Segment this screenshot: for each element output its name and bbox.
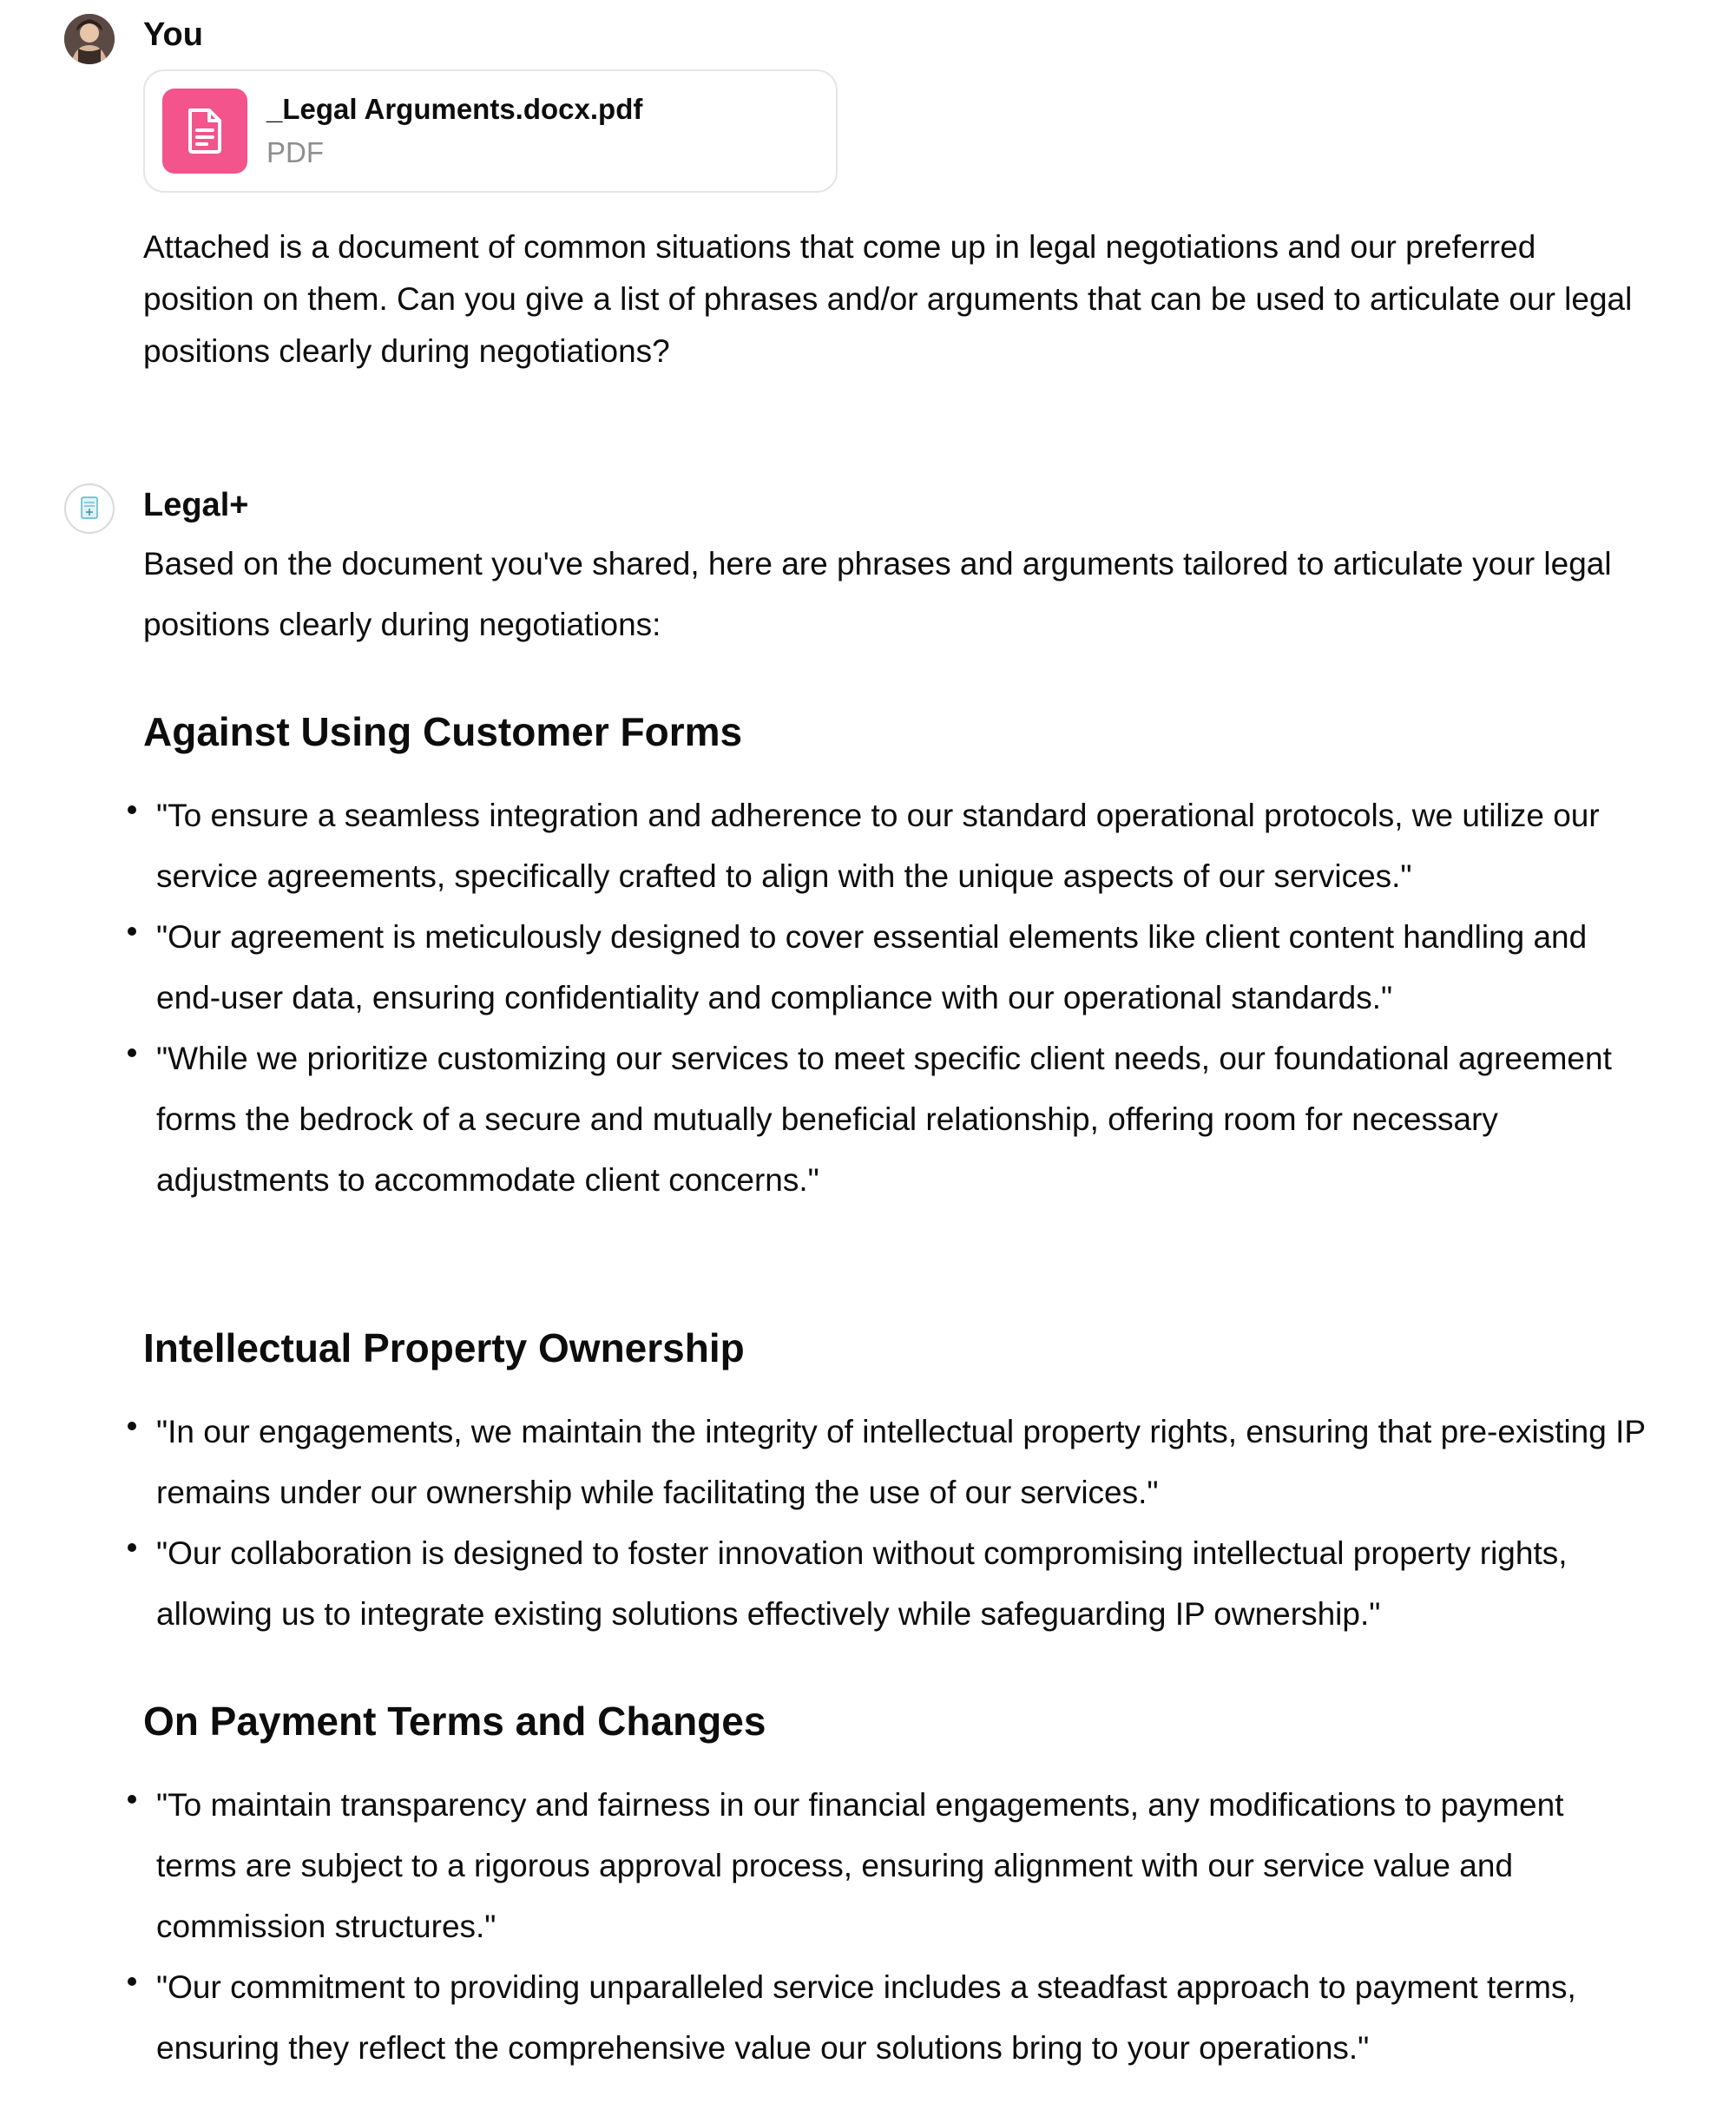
document-icon	[162, 89, 247, 174]
bullet-list-payment-terms	[0, 1775, 1736, 2079]
list-item	[0, 1402, 1649, 1523]
user-author-name: You	[143, 16, 203, 53]
bullet-dot	[128, 1048, 136, 1057]
list-item	[0, 907, 1649, 1028]
list-item	[0, 1523, 1649, 1645]
user-avatar	[64, 14, 115, 64]
bullet-text: "While we prioritize customizing our services to meet specific client needs, our foundational agreement forms the bedrock of a secure and mutually beneficial relationship, offering room for necessary adjustments to accommodate client concerns."	[156, 1041, 1612, 1198]
bullet-dot	[128, 805, 136, 814]
user-photo-icon	[64, 14, 115, 64]
bullet-text: "Our commitment to providing unparalleled service includes a steadfast approach to payment terms, ensuring they reflect the comprehensive value our solutions bring to your operations."	[156, 1969, 1576, 2066]
legal-plus-avatar	[64, 483, 115, 534]
bullet-dot	[128, 1543, 136, 1552]
section-title-customer-forms: Against Using Customer Forms	[143, 709, 743, 754]
bullet-text: "Our collaboration is designed to foster innovation without compromising intellectual property rights, allowing us to integrate existing solutions effectively while safeguarding IP ownership."	[156, 1535, 1568, 1632]
bot-author-name: Legal+	[143, 487, 249, 523]
bullet-list-ip-ownership	[0, 1402, 1736, 1645]
list-item	[0, 1957, 1649, 2079]
legal-document-icon	[66, 485, 113, 532]
list-item	[0, 1028, 1649, 1211]
bullet-dot	[128, 1977, 136, 1986]
list-item	[0, 1775, 1649, 1957]
list-item	[0, 785, 1649, 907]
section-title-ip-ownership: Intellectual Property Ownership	[143, 1325, 745, 1370]
bullet-dot	[128, 1795, 136, 1804]
user-message-text: Attached is a document of common situations that come up in legal negotiations and our preferred position on them. Can you give a list of phrases and/or arguments that can be used to articulate our legal positions clearly during negotiations?	[143, 229, 1633, 369]
bot-intro-text: Based on the document you've shared, here are phrases and arguments tailored to articulate your legal positions clearly during negotiations:	[143, 546, 1612, 642]
bullet-dot	[128, 1422, 136, 1430]
attachment-file-name: _Legal Arguments.docx.pdf	[266, 93, 643, 125]
bullet-text: "Our agreement is meticulously designed to cover essential elements like client content handling and end-user data, ensuring confidentiality and compliance with our operational standards."	[156, 919, 1588, 1015]
attachment-card[interactable]	[143, 69, 838, 193]
bullet-list-customer-forms	[0, 785, 1736, 1211]
section-title-payment-terms: On Payment Terms and Changes	[143, 1699, 766, 1744]
bullet-text: "To maintain transparency and fairness in our financial engagements, any modifications to payment terms are subject to a rigorous approval process, ensuring alignment with our service value and commission structures."	[156, 1787, 1564, 1944]
bullet-text: "To ensure a seamless integration and adherence to our standard operational protocols, we utilize our service agreements, specifically crafted to align with the unique aspects of our services."	[156, 798, 1600, 894]
bullet-text: "In our engagements, we maintain the integrity of intellectual property rights, ensuring that pre-existing IP remains under our ownership while facilitating the use of our services."	[156, 1414, 1646, 1510]
bullet-dot	[128, 927, 136, 936]
attachment-file-type: PDF	[266, 136, 324, 168]
